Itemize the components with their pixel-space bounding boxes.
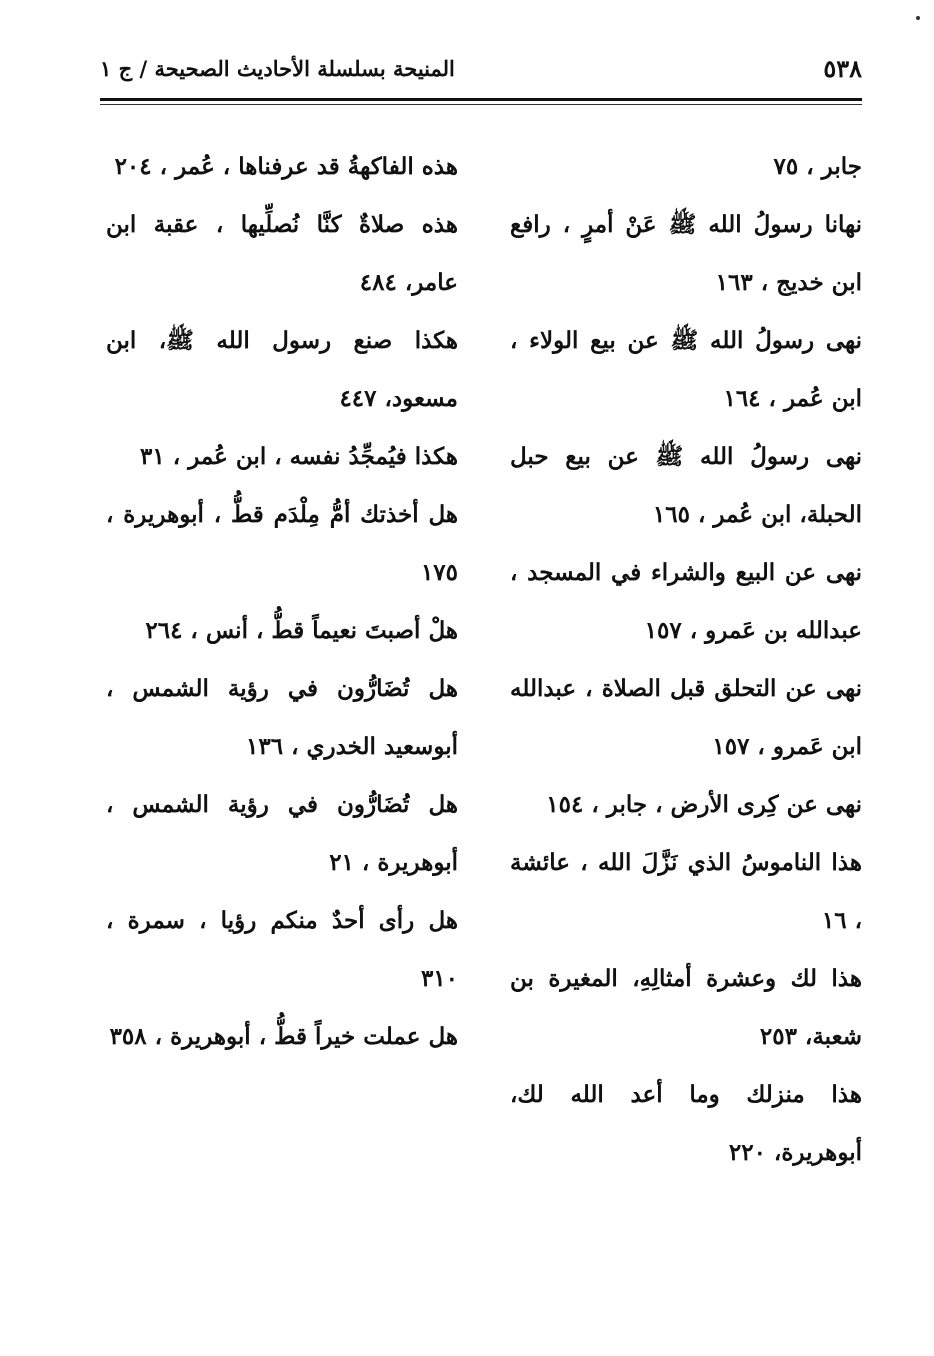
index-entry: هلْ أصبتَ نعيماً قطُّ ، أنس ، ٢٦٤ <box>145 617 458 644</box>
index-column-right <box>510 138 862 1182</box>
index-entry: نهى رسولُ الله ﷺ عن بيع الولاء ، ابن عُمر ، ١٦٤ <box>510 327 862 412</box>
index-column-left <box>106 138 458 1066</box>
index-entry: هذا الناموسُ الذي نَزَّلَ الله ، عائشة ، ١٦ <box>510 849 862 934</box>
header-rule-thick <box>100 98 862 101</box>
page-header <box>100 44 862 92</box>
index-entry: هل أخذتك أمُّ مِلْدَم قطُّ ، أبوهريرة ، ١٧٥ <box>106 501 458 586</box>
running-title: المنيحة بسلسلة الأحاديث الصحيحة / ج ١ <box>100 55 455 81</box>
index-entry: هذه صلاةٌ كنَّا نُصلِّيها ، عقبة ابن عامر، ٤٨٤ <box>106 211 458 296</box>
index-entry: هكذا فيُمجِّدُ نفسه ، ابن عُمر ، ٣١ <box>140 443 458 470</box>
header-rule-thin <box>100 104 862 105</box>
index-entry: نهى عن التحلق قبل الصلاة ، عبدالله ابن عَمرو ، ١٥٧ <box>510 675 862 760</box>
index-entry: هذه الفاكهةُ قد عرفناها ، عُمر ، ٢٠٤ <box>114 153 458 180</box>
index-entry: نهى عن البيع والشراء في المسجد ، عبدالله بن عَمرو ، ١٥٧ <box>510 559 862 644</box>
index-entry: هل عملت خيراً قطُّ ، أبوهريرة ، ٣٥٨ <box>109 1023 458 1050</box>
scan-dot <box>916 16 920 20</box>
index-entry: نهى رسولُ الله ﷺ عن بيع حبل الحبلة، ابن عُمر ، ١٦٥ <box>510 443 862 528</box>
index-entry: هذا منزلك وما أعد الله لك، أبوهريرة، ٢٢٠ <box>510 1081 862 1166</box>
index-entry: هل تُضَارُّون في رؤية الشمس ، أبوهريرة ، ٢١ <box>106 791 458 876</box>
index-entry: هكذا صنع رسول الله ﷺ، ابن مسعود، ٤٤٧ <box>106 327 458 412</box>
index-entry: هل رأى أحدٌ منكم رؤيا ، سمرة ، ٣١٠ <box>106 907 458 992</box>
index-entry: نهانا رسولُ الله ﷺ عَنْ أمرٍ ، رافع ابن خديج ، ١٦٣ <box>510 211 862 296</box>
index-entry: نهى عن كِرى الأرض ، جابر ، ١٥٤ <box>546 791 862 818</box>
index-entry: هل تُضَارُّون في رؤية الشمس ، أبوسعيد الخدري ، ١٣٦ <box>106 675 458 760</box>
index-entry: جابر ، ٧٥ <box>773 153 862 180</box>
index-entry: هذا لك وعشرة أمثالِهِ، المغيرة بن شعبة، ٢٥٣ <box>510 965 862 1050</box>
page-number: ٥٣٨ <box>823 53 862 83</box>
